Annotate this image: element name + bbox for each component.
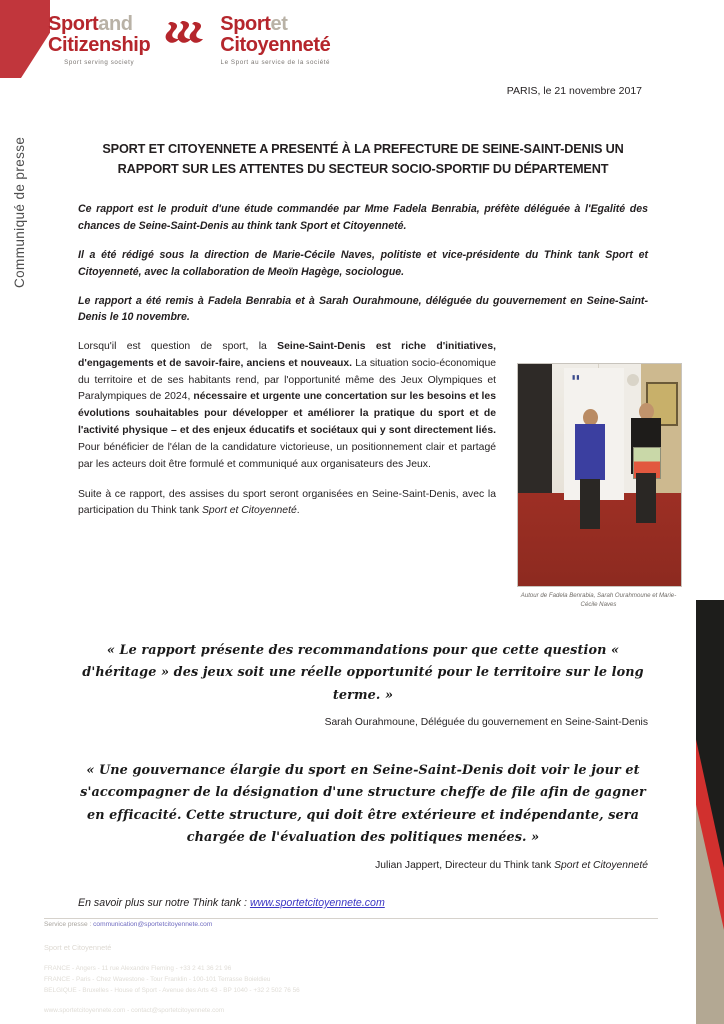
brand-logo-french-line1 bbox=[220, 14, 330, 34]
press-contact-line bbox=[44, 921, 212, 928]
website-link[interactable]: www.sportetcitoyennete.com bbox=[249, 897, 385, 909]
body-p1-bold1: Seine-Saint-Denis est riche d'initiatives, d'engagements et de savoir-faire, anciens et nouveaux. bbox=[78, 340, 496, 369]
brand-word-and: and bbox=[98, 13, 133, 35]
pull-quote-2-attribution-name: Julian Jappert, Directeur du Think tank bbox=[375, 859, 555, 871]
press-contact-label: Service presse : bbox=[44, 921, 92, 928]
photo-person-left-legs bbox=[580, 479, 600, 529]
pull-quote-2-attribution-org: Sport et Citoyenneté bbox=[554, 859, 648, 871]
more-info-line bbox=[78, 897, 648, 909]
photo-banner-logo-icon bbox=[627, 374, 639, 386]
pull-quote-1 bbox=[78, 640, 648, 728]
body-p1-seg1: Lorsqu'il est question de sport, la bbox=[78, 340, 278, 352]
photo-person-left bbox=[568, 409, 612, 539]
body-p1-bold2: nécessaire et urgente une concertation sur les besoins et les évolutions souhaitables pour développer et améliorer la pratique du sport et de l'activité physique – et des enjeux éducatifs et sociétaux qui y sont directement liés. bbox=[78, 391, 496, 437]
brand-logo-french bbox=[220, 14, 330, 66]
photo-caption: Autour de Fadela Benrabia, Sarah Ourahmoune et Marie-Cécile Naves bbox=[520, 592, 677, 608]
body-paragraph-1 bbox=[78, 339, 496, 474]
photo-person-right bbox=[676, 401, 682, 539]
brand-logo bbox=[48, 14, 330, 66]
brand-word-sport-fr: Sport bbox=[220, 13, 271, 35]
pull-quote-1-attribution: Sarah Ourahmoune, Déléguée du gouvernement en Seine-Saint-Denis bbox=[324, 717, 648, 729]
body-p1-seg2: La situation socio-économique du territoire et de ses habitants rend, par l'opportunité même des Jeux Olympiques et Paralympiques de 2024, bbox=[78, 357, 497, 403]
lead-paragraph-3: Le rapport a été remis à Fadela Benrabia et à Sarah Ourahmoune, déléguée du gouvernement en Seine-Saint-Denis le 10 novembre. bbox=[78, 295, 648, 324]
event-photograph bbox=[517, 363, 682, 587]
brand-tagline-en: Sport serving society bbox=[64, 59, 135, 66]
brand-logo-english-line1 bbox=[48, 14, 150, 34]
document-footer bbox=[44, 942, 604, 1016]
pull-quote-2-text: « Une gouvernance élargie du sport en Seine-Saint-Denis doit voir le jour et s'accompagner de la désignation d'une structure cheffe de file afin de gagner en efficacité. Cette structure, qui doit être extérieure et indépendante, sera chargée de l'évaluation des politiques menées. » bbox=[80, 763, 646, 846]
photo-person-center bbox=[624, 403, 668, 539]
page-title: SPORT ET CITOYENNETE A PRESENTÉ À LA PREFECTURE DE SEINE-SAINT-DENIS UN RAPPORT SUR LES ATTENTES DU SECTEUR SOCIO-SPORTIF DU DÉPARTEMENT bbox=[102, 142, 624, 176]
body-p2-seg1: Suite à ce rapport, des assises du sport seront organisées en Seine-Saint-Denis, avec la participation du Think tank bbox=[78, 488, 496, 517]
vertical-document-type-label: Communiqué de presse bbox=[12, 136, 27, 288]
footer-address-bruxelles: BELGIQUE - Bruxelles - House of Sport - Avenue des Arts 43 - BP 1040 - +32 2 502 76 56 bbox=[44, 987, 300, 995]
footer-address-angers: FRANCE - Angers - 11 rue Alexandre Fleming - +33 2 41 36 21 96 bbox=[44, 964, 232, 972]
lead-paragraph-2: Il a été rédigé sous la direction de Marie-Cécile Naves, politiste et vice-présidente du Think tank Sport et Citoyenneté, avec la collaboration de Meoïn Hagège, sociologue. bbox=[78, 249, 648, 278]
brand-word-citizenship: Citizenship bbox=[48, 34, 151, 56]
photo-figure bbox=[517, 363, 680, 610]
body-p2-seg2: . bbox=[296, 505, 300, 517]
brand-word-et: et bbox=[270, 13, 288, 35]
brand-word-sport-en: Sport bbox=[48, 13, 99, 35]
photo-person-center-legs bbox=[636, 473, 656, 523]
footer-address-paris: FRANCE - Paris - Chez Wavestone - Tour Franklin - 100-101 Terrasse Boieldieu bbox=[44, 976, 271, 984]
pull-quote-2-attribution bbox=[78, 860, 648, 871]
top-left-red-corner-decoration bbox=[0, 0, 50, 78]
lead-paragraph-1: Ce rapport est le produit d'une étude commandée par Mme Fadela Benrabia, préfète déléguée à l'Egalité des chances de Seine-Saint-Denis au think tank Sport et Citoyenneté. bbox=[78, 203, 648, 232]
body-p1-seg3: Pour bénéficier de l'élan de la candidature victorieuse, un positionnement clair et partagé par les acteurs doit être formulé et communiqué aux organisateurs des Jeux. bbox=[78, 441, 496, 470]
press-contact-email[interactable]: communication@sportetcitoyennete.com bbox=[93, 921, 213, 928]
footer-addresses bbox=[44, 963, 604, 997]
pull-quote-1-text: « Le rapport présente des recommandations pour que cette question « d'héritage » des jeux soit une réelle opportunité pour le territoire sur le long terme. » bbox=[82, 643, 644, 703]
brand-word-citoyennete: Citoyenneté bbox=[220, 34, 331, 56]
brand-tagline-fr: Le Sport au service de la société bbox=[220, 59, 331, 66]
pull-quote-2 bbox=[78, 760, 648, 871]
footer-organisation: Sport et Citoyenneté bbox=[44, 943, 112, 952]
body-column bbox=[78, 339, 496, 520]
footer-divider bbox=[44, 918, 658, 919]
right-edge-stripe-decoration bbox=[696, 600, 724, 1024]
more-info-label: En savoir plus sur notre Think tank : bbox=[78, 897, 250, 909]
brand-waves-icon bbox=[164, 18, 208, 52]
footer-web-contact: www.sportetcitoyennete.com - contact@sportetcitoyennete.com bbox=[44, 1006, 225, 1014]
photo-wall-left bbox=[518, 364, 552, 493]
dateline: PARIS, le 21 novembre 2017 bbox=[506, 85, 642, 97]
body-p2-italic: Sport et Citoyenneté bbox=[202, 505, 297, 517]
brand-logo-english bbox=[48, 14, 150, 66]
photo-person-left-body bbox=[575, 424, 605, 480]
photo-banner-flag-icon: ▮▮ bbox=[572, 375, 581, 381]
body-paragraph-2 bbox=[78, 487, 496, 521]
